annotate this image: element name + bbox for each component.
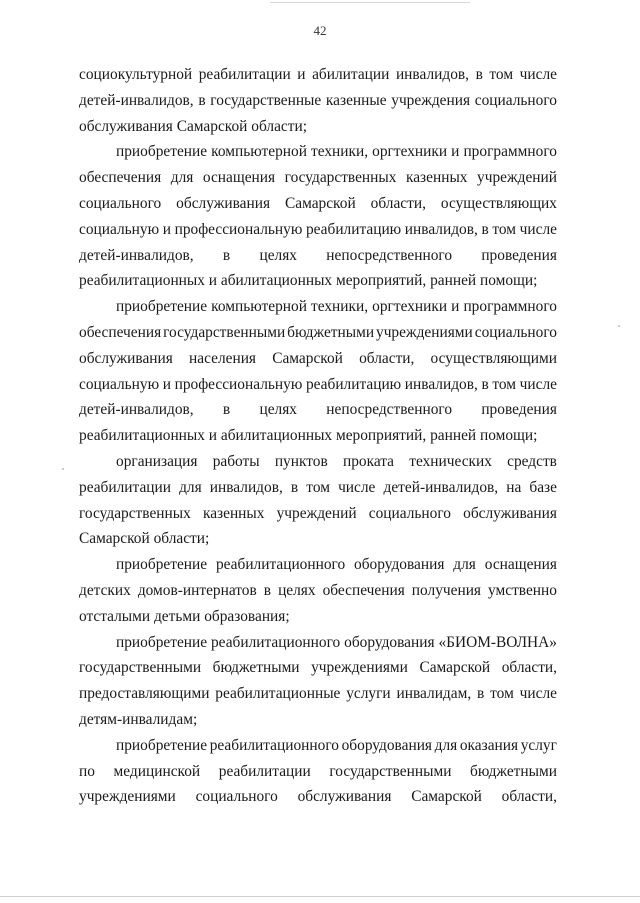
text-line: [79, 346, 557, 372]
text-line: реабилитационных и абилитационных мероприятий, ранней помощи;: [79, 427, 538, 445]
word: казенные: [325, 91, 387, 109]
text-line: [79, 475, 557, 501]
word: инвалидов,: [404, 220, 478, 238]
word: проведения: [481, 246, 557, 264]
word: числе: [519, 375, 557, 393]
word: числе: [519, 66, 557, 83]
text-line: [79, 372, 557, 398]
word: оказания: [459, 736, 519, 754]
word: реабилитационного: [210, 633, 341, 651]
word: оборудования: [354, 556, 445, 574]
word: числе: [338, 478, 376, 496]
text-line: [79, 733, 557, 759]
text-line: отсталыми детьми образования;: [79, 607, 290, 625]
word: в: [222, 401, 231, 419]
text-line: [79, 191, 557, 217]
word: Самарской: [284, 194, 356, 212]
word: реабилитации: [218, 762, 311, 780]
word: том: [306, 478, 330, 496]
word: непосредственного: [326, 246, 453, 264]
word: Самарской: [411, 788, 482, 806]
word: целях: [278, 581, 316, 599]
word: для: [453, 556, 476, 574]
word: учреждения: [391, 91, 471, 109]
word: том: [492, 220, 517, 238]
word: реабилитационного: [215, 556, 346, 574]
word: в: [263, 581, 272, 599]
word: том: [490, 685, 514, 703]
word: целях: [259, 246, 298, 264]
word: бюджетными: [287, 323, 375, 341]
word: социального: [195, 788, 278, 806]
scan-edge-line: [270, 2, 470, 3]
word: получения: [411, 581, 482, 599]
word: обеспечения: [79, 169, 162, 187]
word: социальную: [79, 220, 160, 238]
word: услуги: [346, 685, 391, 703]
word: приобретение: [116, 298, 208, 316]
word: абилитации: [312, 66, 390, 83]
word: социального: [474, 323, 557, 341]
word: обслуживания: [176, 194, 271, 212]
word: реабилитацию: [305, 375, 402, 393]
word: базе: [529, 478, 557, 496]
word: области,: [501, 788, 557, 806]
word: инвалидам,: [396, 685, 472, 703]
word: социальную: [79, 375, 160, 393]
word: социального: [474, 91, 557, 109]
word: числе: [519, 685, 557, 703]
word: и: [162, 375, 171, 393]
word: проведения: [481, 401, 557, 419]
text-line: [79, 578, 557, 604]
word: реабилитации: [79, 478, 171, 496]
word: оборудования: [341, 736, 433, 754]
text-line: [79, 243, 557, 269]
word: детей-инвалидов,: [79, 246, 194, 264]
word: и: [297, 66, 306, 83]
word: социокультурной: [79, 66, 193, 83]
word: техники,: [311, 298, 369, 316]
word: программного: [463, 298, 557, 316]
word: детей-инвалидов,: [383, 478, 499, 496]
text-line: [79, 759, 557, 785]
word: технических: [409, 452, 492, 470]
word: бюджетными: [470, 762, 557, 780]
word: учреждениями: [311, 659, 408, 677]
word: целях: [259, 401, 298, 419]
text-line: [79, 552, 557, 578]
word: области,: [501, 659, 557, 677]
word: обеспечения: [79, 323, 162, 341]
word: работы: [212, 452, 260, 470]
word: учреждениями: [79, 788, 176, 806]
word: умственно: [488, 581, 557, 599]
word: государственные: [210, 91, 322, 109]
word: инвалидов,: [395, 66, 469, 83]
word: детских: [79, 581, 131, 599]
word: профессиональную: [174, 220, 303, 238]
word: в: [481, 375, 489, 393]
word: профессиональную: [174, 375, 303, 393]
word: инвалидов,: [404, 375, 478, 393]
word: техники,: [311, 143, 369, 161]
word: том: [489, 66, 514, 83]
scan-speck: [62, 468, 64, 470]
scan-edge-line: [0, 896, 640, 897]
word: услуг: [520, 736, 557, 754]
word: обслуживания: [297, 788, 392, 806]
text-line: [79, 630, 557, 656]
word: оргтехники: [372, 143, 448, 161]
word: оснащения: [202, 169, 276, 187]
word: реабилитационного: [209, 736, 339, 754]
word: реабилитацию: [305, 220, 402, 238]
page-number: 42: [313, 23, 327, 38]
word: и: [451, 298, 460, 316]
word: учреждениями: [376, 323, 473, 341]
word: государственными: [79, 659, 202, 677]
text-line: [79, 294, 557, 320]
word: для: [179, 478, 202, 496]
text-line: [79, 165, 557, 191]
word: обеспечения: [322, 581, 405, 599]
text-line: [79, 320, 557, 346]
word: непосредственного: [326, 401, 453, 419]
word: социального: [368, 504, 451, 522]
text-line: [79, 397, 557, 423]
text-line: [79, 784, 557, 810]
word: компьютерной: [211, 143, 307, 161]
word: приобретение: [116, 143, 208, 161]
text-line: [79, 62, 557, 88]
word: государственными: [329, 762, 452, 780]
word: в: [481, 220, 489, 238]
word: приобретение: [116, 633, 208, 651]
word: организация: [116, 452, 198, 470]
text-line: [79, 449, 557, 475]
word: пунктов: [274, 452, 328, 470]
text-line: [79, 655, 557, 681]
word: и: [451, 143, 460, 161]
word: детей-инвалидов,: [79, 401, 194, 419]
word: в: [290, 478, 299, 496]
word: том: [492, 375, 517, 393]
word: домов-интернатов: [137, 581, 257, 599]
word: «БИОМ-ВОЛНА»: [438, 633, 557, 651]
word: области,: [370, 194, 426, 212]
word: области,: [359, 349, 415, 367]
word: и: [162, 220, 171, 238]
body-text: [79, 62, 557, 810]
word: осуществляющих: [440, 194, 557, 212]
word: Самарской: [272, 349, 343, 367]
word: проката: [342, 452, 395, 470]
word: для: [170, 169, 194, 187]
word: в: [198, 91, 206, 109]
word: числе: [519, 220, 557, 238]
word: государственных: [284, 169, 397, 187]
word: казенных: [405, 169, 468, 187]
word: приобретение: [116, 556, 208, 574]
text-line: детям-инвалидам;: [79, 710, 198, 728]
word: оснащения: [484, 556, 557, 574]
word: учреждений: [477, 169, 557, 187]
word: оргтехники: [372, 298, 448, 316]
word: по: [79, 762, 95, 780]
word: бюджетными: [212, 659, 300, 677]
text-line: реабилитационных и абилитационных мероприятий, ранней помощи;: [79, 272, 538, 290]
text-line: обслуживания Самарской области;: [79, 117, 307, 135]
word: медицинской: [113, 762, 201, 780]
word: на: [506, 478, 522, 496]
word: предоставляющими: [79, 685, 210, 703]
word: государственных: [79, 504, 191, 522]
scan-speck: [618, 325, 620, 327]
word: оборудования: [344, 633, 435, 651]
word: для: [434, 736, 458, 754]
word: Самарской: [419, 659, 491, 677]
word: детей-инвалидов,: [79, 91, 194, 109]
word: реабилитации: [198, 66, 291, 83]
text-line: [79, 88, 557, 114]
word: инвалидов,: [209, 478, 283, 496]
word: обслуживания: [463, 504, 557, 522]
text-line: [79, 217, 557, 243]
word: компьютерной: [211, 298, 307, 316]
word: населения: [189, 349, 257, 367]
word: в: [475, 66, 483, 83]
word: осуществляющими: [430, 349, 557, 367]
text-line: [79, 139, 557, 165]
word: приобретение: [116, 736, 208, 754]
text-line: Самарской области;: [79, 530, 210, 548]
word: государственными: [163, 323, 286, 341]
word: учреждений: [276, 504, 357, 522]
word: программного: [463, 143, 557, 161]
word: социального: [79, 194, 162, 212]
word: реабилитационные: [215, 685, 341, 703]
text-line: [79, 681, 557, 707]
word: обслуживания: [79, 349, 173, 367]
word: средств: [507, 452, 557, 470]
word: в: [477, 685, 485, 703]
word: в: [222, 246, 231, 264]
word: казенных: [202, 504, 265, 522]
text-line: [79, 501, 557, 527]
